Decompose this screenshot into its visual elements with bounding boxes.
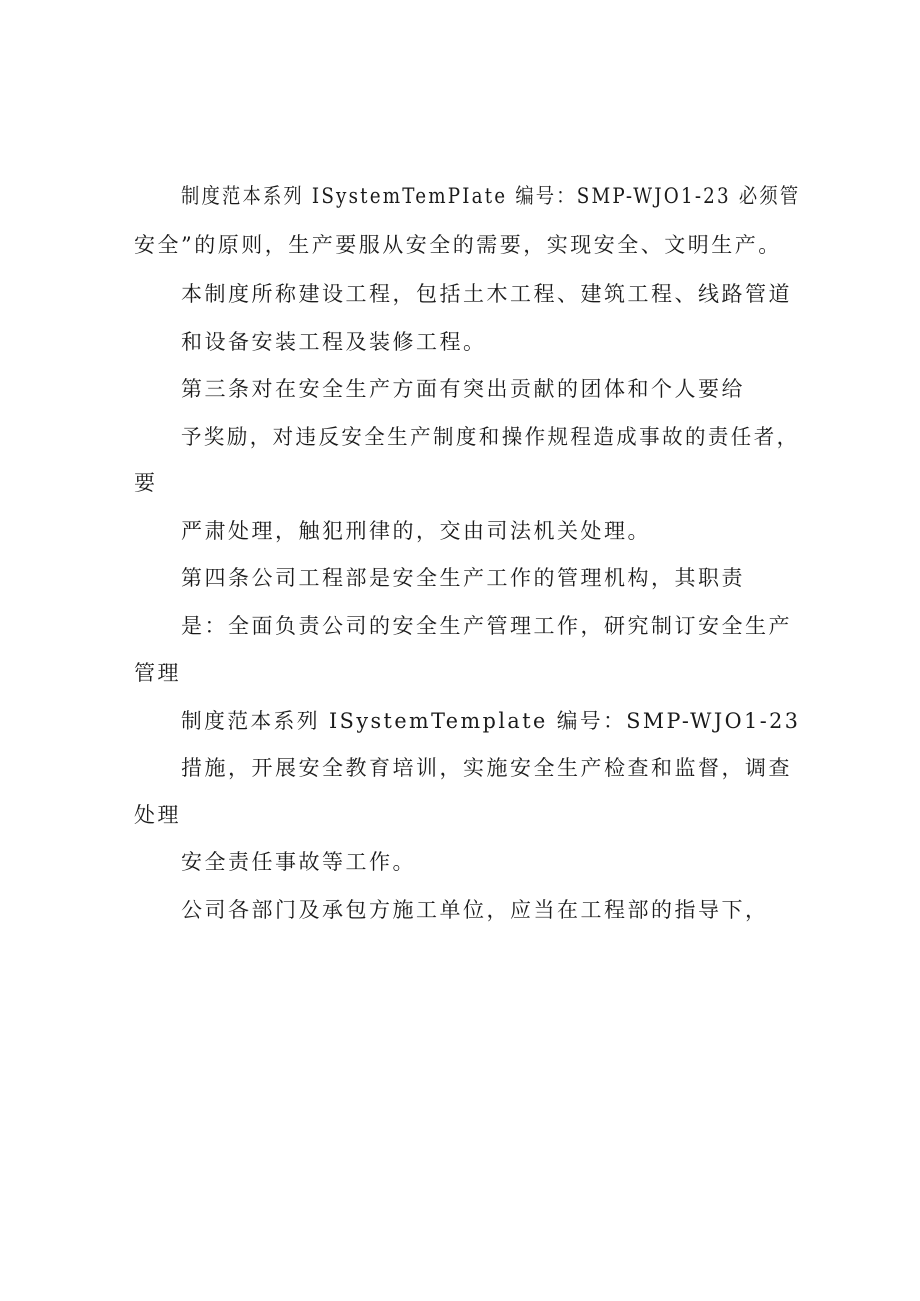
text-line: 第四条公司工程部是安全生产工作的管理机构，其职责 <box>181 566 745 590</box>
text-line: 管理 <box>134 661 181 685</box>
text-line: 措施，开展安全教育培训，实施安全生产检查和监督，调查 <box>181 756 792 780</box>
text-line: 要 <box>134 471 158 495</box>
text-line: 公司各部门及承包方施工单位，应当在工程部的指导下， <box>181 898 769 922</box>
text-line: 安全”的原则，生产要服从安全的需要，实现安全、文明生产。 <box>134 233 782 257</box>
text-line: 处理 <box>134 803 181 827</box>
text-line: 本制度所称建设工程，包括土木工程、建筑工程、线路管道 <box>181 282 792 306</box>
text-line: 制度范本系列 ISystemTemPIate 编号：SMP-WJO1-23 必须管 <box>181 184 801 208</box>
text-line: 予奖励，对违反安全生产制度和操作规程造成事故的责任者， <box>181 425 800 449</box>
text-line: 严肃处理，触犯刑律的，交由司法机关处理。 <box>181 519 651 543</box>
text-line: 和设备安装工程及装修工程。 <box>181 330 487 354</box>
text-line: 安全责任事故等工作。 <box>181 850 416 874</box>
text-line: 是：全面负责公司的安全生产管理工作，研究制订安全生产 <box>181 614 792 638</box>
text-line: 第三条对在安全生产方面有突出贡献的团体和个人要给 <box>181 377 745 401</box>
text-line: 制度范本系列 ISystemTemplate 编号：SMP-WJO1-23 <box>181 709 801 733</box>
